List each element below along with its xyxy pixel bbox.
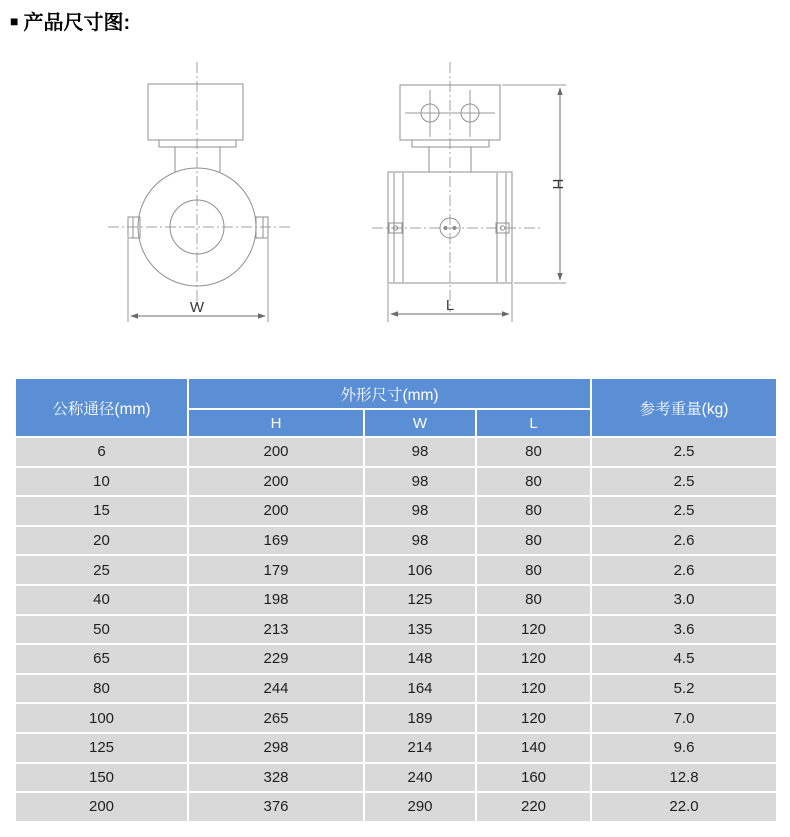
table-cell-l: 80	[476, 585, 591, 615]
table-cell-dn: 50	[15, 615, 188, 645]
table-cell-w: 214	[364, 733, 476, 763]
table-cell-w: 189	[364, 703, 476, 733]
table-row	[15, 585, 777, 615]
table-cell-w: 125	[364, 585, 476, 615]
table-cell-h: 200	[188, 496, 364, 526]
table-cell-dn: 25	[15, 555, 188, 585]
table-cell-h: 200	[188, 437, 364, 467]
table-cell-dn: 150	[15, 763, 188, 793]
length-dim-label: L	[445, 297, 455, 314]
table-row	[15, 437, 777, 467]
table-cell-weight: 9.6	[591, 733, 777, 763]
table-row	[15, 467, 777, 497]
table-cell-dn: 200	[15, 792, 188, 822]
front-bore-circle	[170, 200, 224, 254]
page-title-text: 产品尺寸图:	[23, 12, 131, 34]
header-w: W	[364, 409, 476, 437]
table-row	[15, 615, 777, 645]
table-cell-weight: 4.5	[591, 644, 777, 674]
table-row	[15, 555, 777, 585]
table-cell-l: 220	[476, 792, 591, 822]
table-cell-weight: 7.0	[591, 703, 777, 733]
header-reference-weight: 参考重量(kg)	[591, 378, 777, 437]
table-cell-w: 98	[364, 526, 476, 556]
table-cell-l: 80	[476, 555, 591, 585]
table-cell-weight: 2.5	[591, 467, 777, 497]
table-cell-h: 244	[188, 674, 364, 704]
table-row	[15, 674, 777, 704]
table-cell-weight: 2.6	[591, 526, 777, 556]
table-row	[15, 763, 777, 793]
table-cell-weight: 2.5	[591, 496, 777, 526]
table-cell-h: 198	[188, 585, 364, 615]
table-cell-w: 164	[364, 674, 476, 704]
table-cell-weight: 22.0	[591, 792, 777, 822]
table-cell-weight: 5.2	[591, 674, 777, 704]
table-cell-l: 80	[476, 526, 591, 556]
table-cell-l: 160	[476, 763, 591, 793]
table-cell-l: 80	[476, 496, 591, 526]
table-cell-l: 120	[476, 615, 591, 645]
table-cell-l: 80	[476, 467, 591, 497]
table-row	[15, 703, 777, 733]
table-cell-weight: 2.5	[591, 437, 777, 467]
table-cell-l: 120	[476, 644, 591, 674]
table-cell-h: 298	[188, 733, 364, 763]
table-cell-dn: 125	[15, 733, 188, 763]
table-cell-h: 200	[188, 467, 364, 497]
header-h: H	[188, 409, 364, 437]
table-row	[15, 792, 777, 822]
table-cell-dn: 40	[15, 585, 188, 615]
table-cell-dn: 20	[15, 526, 188, 556]
table-cell-w: 240	[364, 763, 476, 793]
table-body	[15, 437, 777, 822]
table-cell-w: 148	[364, 644, 476, 674]
table-cell-w: 98	[364, 496, 476, 526]
table-cell-l: 80	[476, 437, 591, 467]
table-cell-h: 213	[188, 615, 364, 645]
front-view	[108, 62, 290, 322]
table-cell-h: 229	[188, 644, 364, 674]
table-row	[15, 644, 777, 674]
table-cell-weight: 3.6	[591, 615, 777, 645]
table-cell-dn: 15	[15, 496, 188, 526]
table-cell-weight: 2.6	[591, 555, 777, 585]
table-cell-dn: 10	[15, 467, 188, 497]
title-bullet-icon: ■	[10, 12, 19, 29]
header-l: L	[476, 409, 591, 437]
table-cell-weight: 12.8	[591, 763, 777, 793]
header-nominal-diameter: 公称通径(mm)	[15, 378, 188, 437]
table-cell-l: 120	[476, 703, 591, 733]
table-cell-dn: 80	[15, 674, 188, 704]
height-dim-label: H	[549, 178, 566, 190]
page-title	[10, 6, 130, 35]
table-cell-dn: 65	[15, 644, 188, 674]
table-cell-dn: 6	[15, 437, 188, 467]
table-cell-l: 120	[476, 674, 591, 704]
table-row	[15, 733, 777, 763]
table-row	[15, 526, 777, 556]
table-cell-l: 140	[476, 733, 591, 763]
flowmeter-dimension-diagram	[0, 50, 790, 370]
table-cell-w: 135	[364, 615, 476, 645]
table-cell-h: 169	[188, 526, 364, 556]
table-cell-h: 328	[188, 763, 364, 793]
side-view	[372, 62, 566, 322]
table-cell-w: 98	[364, 467, 476, 497]
table-cell-h: 265	[188, 703, 364, 733]
front-converter-box	[148, 84, 243, 140]
table-cell-h: 179	[188, 555, 364, 585]
table-cell-w: 106	[364, 555, 476, 585]
header-overall-dimensions: 外形尺寸(mm)	[188, 378, 591, 409]
table-header	[15, 378, 777, 437]
table-row	[15, 496, 777, 526]
table-cell-h: 376	[188, 792, 364, 822]
table-cell-dn: 100	[15, 703, 188, 733]
width-dim-label: W	[189, 299, 205, 316]
dimension-spec-table	[14, 377, 778, 823]
table-cell-weight: 3.0	[591, 585, 777, 615]
table-cell-w: 290	[364, 792, 476, 822]
table-cell-w: 98	[364, 437, 476, 467]
dimension-drawing	[0, 50, 790, 370]
